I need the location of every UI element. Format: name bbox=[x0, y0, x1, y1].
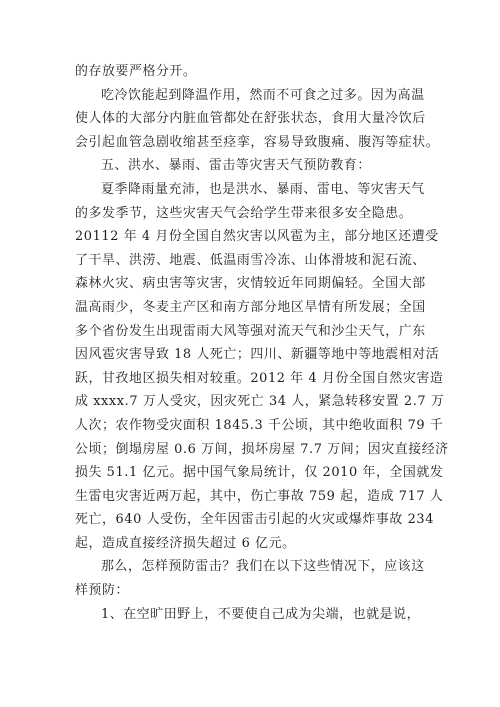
text-line: 使人体的大部分内脏血管都处在舒张状态，食用大量冷饮后 bbox=[75, 111, 426, 127]
text-line: 森林火灾、病虫害等灾害，灾情较近年同期偏轻。全国大部 bbox=[75, 276, 426, 292]
text-line: 成 xxxx.7 万人受灾，因灾死亡 34 人，紧急转移安置 2.7 万 bbox=[75, 394, 445, 410]
text-line: 会引起血管急剧收缩甚至痉挛，容易导致腹痛、腹泻等症状。 bbox=[75, 134, 440, 150]
document-body bbox=[75, 60, 449, 626]
text-line: 20112 年 4 月份全国自然灾害以风雹为主，部分地区还遭受 bbox=[75, 229, 439, 245]
text-line: 样预防： bbox=[75, 583, 129, 599]
text-line: 的多发季节，这些灾害天气会给学生带来很多安全隐患。 bbox=[75, 205, 413, 221]
section-heading: 五、洪水、暴雨、雷击等灾害天气预防教育： bbox=[101, 158, 371, 174]
text-line: 那么，怎样预防雷击？我们在以下这些情况下，应该这 bbox=[101, 559, 425, 575]
text-line: 的存放要严格分开。 bbox=[75, 64, 197, 79]
text-line: 死亡，640 人受伤，全年因雷击引起的火灾或爆炸事故 234 bbox=[75, 512, 434, 528]
text-line: 生雷电灾害近两万起，其中，伤亡事故 759 起，造成 717 人 bbox=[75, 488, 444, 504]
text-line: 因风雹灾害导致 18 人死亡；四川、新疆等地中等地震相对活 bbox=[75, 347, 440, 363]
text-line: 了干旱、洪涝、地震、低温雨雪冷冻、山体滑坡和泥石流、 bbox=[75, 252, 426, 268]
text-line: 公顷；倒塌房屋 0.6 万间，损坏房屋 7.7 万间；因灾直接经济 bbox=[75, 441, 449, 457]
text-line: 夏季降雨量充沛，也是洪水、暴雨、雷电、等灾害天气 bbox=[101, 181, 425, 197]
text-line: 1、在空旷田野上，不要使自己成为尖端，也就是说， bbox=[101, 606, 421, 622]
text-line: 起，造成直接经济损失超过 6 亿元。 bbox=[75, 535, 296, 551]
text-line: 人次；农作物受灾面积 1845.3 千公顷，其中绝收面积 79 千 bbox=[75, 417, 444, 433]
text-line: 吃冷饮能起到降温作用，然而不可食之过多。因为高温 bbox=[101, 87, 425, 103]
text-line: 跃，甘孜地区损失相对较重。2012 年 4 月份全国自然灾害造 bbox=[75, 370, 444, 386]
text-line: 温高雨少，冬麦主产区和南方部分地区旱情有所发展；全国 bbox=[75, 299, 426, 315]
text-line: 损失 51.1 亿元。据中国气象局统计，仅 2010 年，全国就发 bbox=[75, 465, 444, 481]
text-line: 多个省份发生出现雷雨大风等强对流天气和沙尘天气，广东 bbox=[75, 323, 426, 339]
